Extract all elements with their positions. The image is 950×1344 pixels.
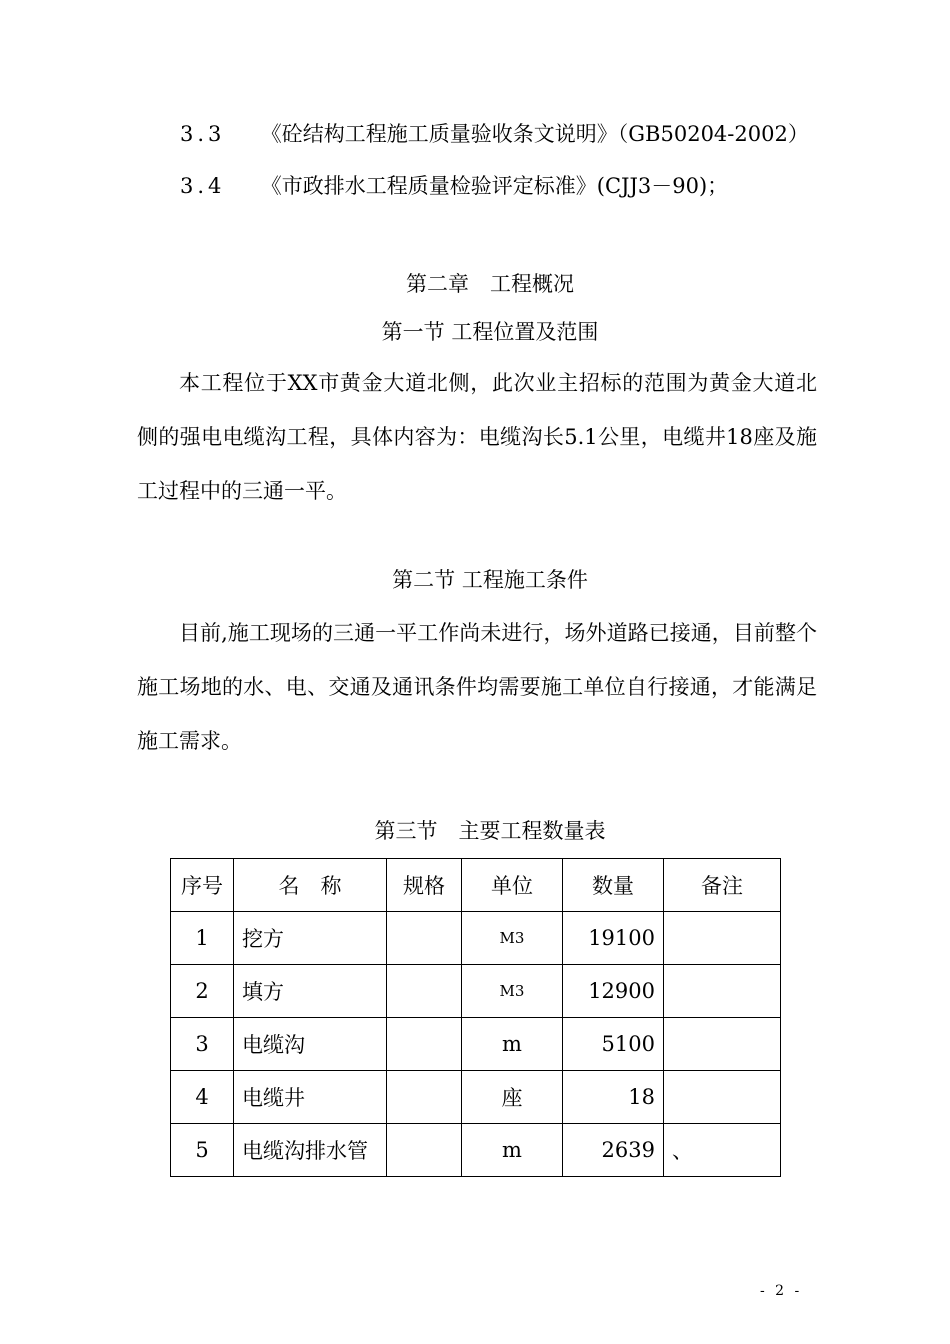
cell-index: 1	[171, 912, 234, 965]
header-cell-unit: 单位	[462, 859, 563, 912]
cell-name: 填方	[234, 965, 387, 1018]
cell-quantity: 2639	[563, 1124, 664, 1177]
cell-quantity: 18	[563, 1071, 664, 1124]
cell-spec	[387, 912, 462, 965]
cell-quantity: 19100	[563, 912, 664, 965]
reference-3-4	[180, 172, 728, 200]
reference-number: 3.3	[180, 122, 226, 146]
cell-index: 4	[171, 1071, 234, 1124]
reference-number: 3.4	[180, 174, 226, 198]
table-row	[171, 1124, 781, 1177]
cell-remark: 、	[664, 1124, 781, 1177]
section2-title: 第二节 工程施工条件	[392, 568, 588, 592]
chapter-title: 第二章 工程概况	[406, 272, 574, 296]
cell-spec	[387, 1018, 462, 1071]
cell-unit: m	[462, 1018, 563, 1071]
table-header-row	[171, 859, 781, 912]
cell-spec	[387, 1071, 462, 1124]
header-cell-remark: 备注	[664, 859, 781, 912]
cell-remark	[664, 1018, 781, 1071]
cell-name: 电缆井	[234, 1071, 387, 1124]
cell-spec	[387, 965, 462, 1018]
table-row	[171, 965, 781, 1018]
cell-remark	[664, 912, 781, 965]
page-number: - 2 -	[760, 1283, 803, 1299]
header-cell-quantity: 数量	[563, 859, 664, 912]
cell-index: 2	[171, 965, 234, 1018]
cell-name: 挖方	[234, 912, 387, 965]
cell-unit: M3	[462, 912, 563, 965]
cell-remark	[664, 1071, 781, 1124]
header-cell-spec: 规格	[387, 859, 462, 912]
section2-body: 目前,施工现场的三通一平工作尚未进行，场外道路已接通，目前整个施工场地的水、电、交通及通讯条件均需要施工单位自行接通，才能满足施工需求。	[137, 621, 817, 753]
cell-unit: M3	[462, 965, 563, 1018]
header-cell-index: 序号	[171, 859, 234, 912]
table-row	[171, 1018, 781, 1071]
quantity-table	[170, 858, 781, 1177]
cell-spec	[387, 1124, 462, 1177]
cell-name: 电缆沟	[234, 1018, 387, 1071]
section1-title: 第一节 工程位置及范围	[381, 320, 599, 344]
reference-text: 《砼结构工程施工质量验收条文说明》（GB50204-2002）	[260, 122, 809, 146]
cell-name: 电缆沟排水管	[234, 1124, 387, 1177]
reference-text: 《市政排水工程质量检验评定标准》(CJJ3－90)；	[260, 174, 729, 198]
section3-title: 第三节 主要工程数量表	[374, 819, 606, 843]
cell-remark	[664, 965, 781, 1018]
section1-body: 本工程位于XX市黄金大道北侧，此次业主招标的范围为黄金大道北侧的强电电缆沟工程，具体内容为：电缆沟长5.1公里，电缆井18座及施工过程中的三通一平。	[137, 371, 817, 503]
table-row	[171, 912, 781, 965]
table-row	[171, 1071, 781, 1124]
cell-unit: m	[462, 1124, 563, 1177]
cell-index: 3	[171, 1018, 234, 1071]
cell-index: 5	[171, 1124, 234, 1177]
cell-quantity: 5100	[563, 1018, 664, 1071]
cell-quantity: 12900	[563, 965, 664, 1018]
header-cell-name: 名 称	[234, 859, 387, 912]
reference-3-3	[180, 120, 809, 148]
cell-unit: 座	[462, 1071, 563, 1124]
